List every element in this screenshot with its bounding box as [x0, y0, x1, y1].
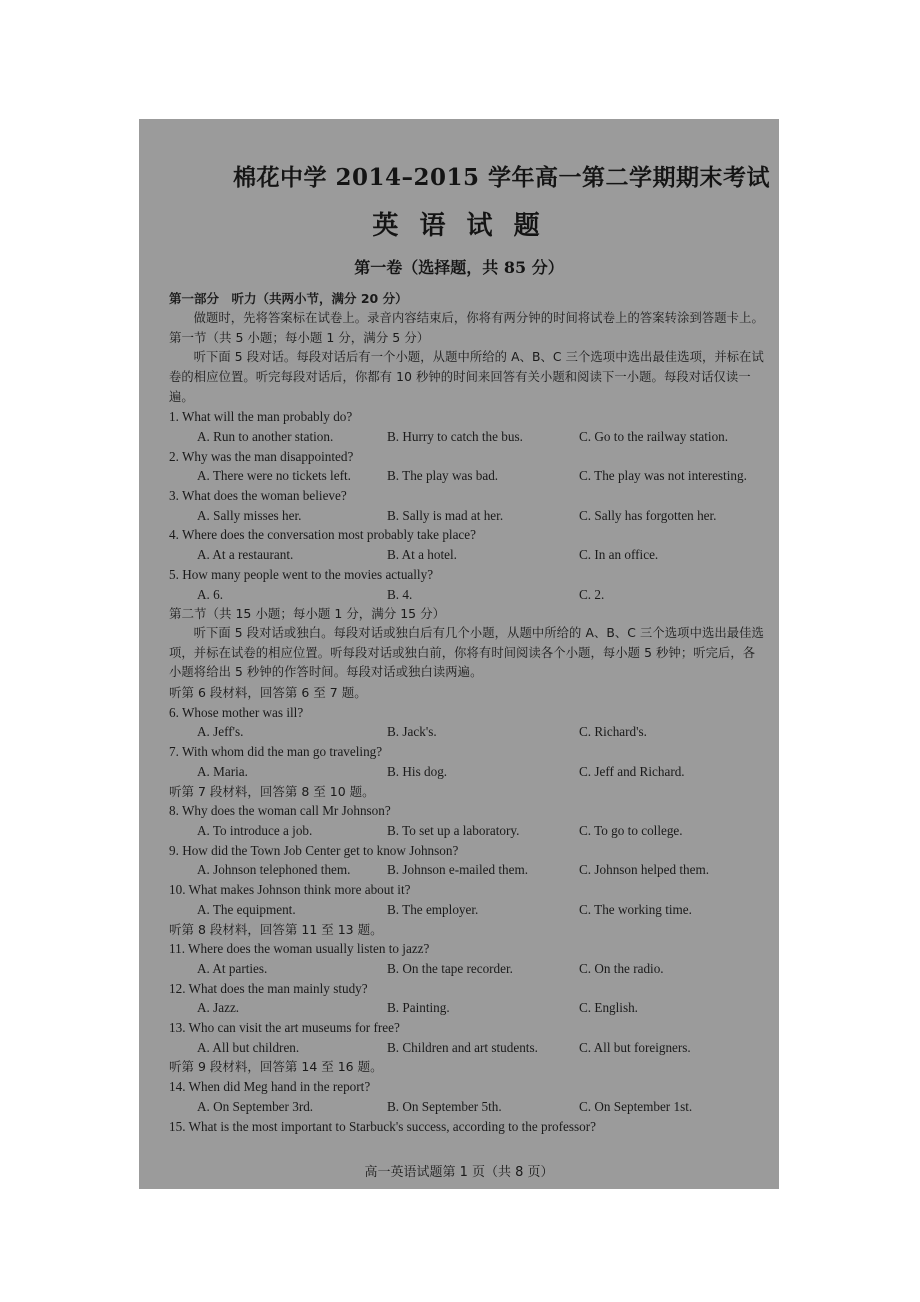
option-c: C. On the radio.: [579, 960, 664, 976]
option-b: B. His dog.: [387, 763, 448, 779]
section2-heading: 第二节（共 15 小题；每小题 1 分，满分 15 分）: [169, 606, 446, 622]
answer-options: [169, 466, 764, 486]
volume-title: 第一卷（选择题，共 85 分）: [354, 258, 564, 277]
question-stem: 8. Why does the woman call Mr Johnson?: [169, 803, 391, 819]
material-heading: 听第 9 段材料，回答第 14 至 16 题。: [169, 1059, 383, 1075]
question-stem: 3. What does the woman believe?: [169, 488, 347, 504]
question-stem: 9. How did the Town Job Center get to know Johnson?: [169, 842, 459, 858]
section2-instruction: 听下面 5 段对话或独白。每段对话或独白后有几个小题，从题中所给的 A、B、C 三个选项中选出最佳选项，并标在试卷的相应位置。听每段对话或独白前，你将有时间阅读各个小题，每小题 5 秒钟；听完后，各小题将给出 5 秒钟的作答时间。每段对话或独白读两遍。: [169, 625, 764, 680]
option-b: B. Painting.: [387, 1000, 450, 1016]
school-title: 棉花中学 2014–2015 学年高一第二学期期末考试: [232, 164, 771, 191]
question-stem: 11. Where does the woman usually listen to jazz?: [169, 941, 430, 957]
option-b: B. On the tape recorder.: [387, 960, 513, 976]
answer-options: [169, 998, 764, 1018]
option-a: A. To introduce a job.: [197, 822, 313, 838]
answer-options: [169, 1097, 764, 1117]
option-c: C. To go to college.: [579, 822, 683, 838]
option-a: A. Jeff's.: [197, 724, 244, 740]
answer-options: [169, 506, 764, 526]
page-footer: 高一英语试题第 1 页（共 8 页）: [364, 1165, 554, 1180]
option-c: C. On September 1st.: [579, 1098, 693, 1114]
material-heading: 听第 7 段材料，回答第 8 至 10 题。: [169, 783, 375, 799]
option-a: A. Jazz.: [197, 1000, 240, 1016]
question-stem: 1. What will the man probably do?: [169, 409, 353, 425]
option-b: B. To set up a laboratory.: [387, 822, 520, 838]
option-c: C. Sally has forgotten her.: [579, 507, 717, 523]
option-a: A. At a restaurant.: [197, 547, 294, 563]
question-stem: 6. Whose mother was ill?: [169, 704, 304, 720]
answer-options: [169, 1038, 764, 1058]
section1-instruction: 听下面 5 段对话。每段对话后有一个小题，从题中所给的 A、B、C 三个选项中选出最佳选项，并标在试卷的相应位置。听完每段对话后，你都有 10 秒钟的时间来回答有关小题和阅读下一小题。每段对话仅读一遍。: [169, 350, 764, 404]
option-a: A. There were no tickets left.: [197, 468, 351, 484]
option-c: C. In an office.: [579, 547, 659, 563]
option-a: A. 6.: [197, 586, 224, 602]
option-a: A. The equipment.: [197, 901, 296, 917]
option-b: B. On September 5th.: [387, 1098, 502, 1114]
option-b: B. Johnson e-mailed them.: [387, 862, 529, 878]
option-a: A. Maria.: [197, 763, 248, 779]
option-c: C. Go to the railway station.: [579, 428, 729, 444]
option-a: A. At parties.: [197, 960, 268, 976]
option-c: C. The play was not interesting.: [579, 468, 747, 484]
section2-groups: [169, 683, 764, 1136]
option-a: A. Johnson telephoned them.: [197, 862, 351, 878]
question-stem: 13. Who can visit the art museums for free?: [169, 1020, 400, 1036]
option-c: C. Jeff and Richard.: [579, 763, 685, 779]
answer-options: [169, 860, 764, 880]
option-b: B. Sally is mad at her.: [387, 507, 504, 523]
section1-questions: [169, 407, 764, 604]
option-b: B. The employer.: [387, 901, 479, 917]
answer-options: [169, 900, 764, 920]
answer-options: [169, 585, 764, 605]
answer-options: [169, 821, 764, 841]
scanned-exam-page: [139, 119, 779, 1189]
option-c: C. Johnson helped them.: [579, 862, 710, 878]
question-stem: 4. Where does the conversation most probably take place?: [169, 527, 476, 543]
answer-options: [169, 427, 764, 447]
question-stem: 10. What makes Johnson think more about it?: [169, 882, 411, 898]
question-stem: 7. With whom did the man go traveling?: [169, 744, 383, 760]
material-heading: 听第 8 段材料，回答第 11 至 13 题。: [169, 921, 383, 937]
part1-instruction: 做题时，先将答案标在试卷上。录音内容结束后，你将有两分钟的时间将试卷上的答案转涂到答题卡上。: [193, 310, 764, 325]
question-stem: 12. What does the man mainly study?: [169, 980, 368, 996]
option-a: A. All but children.: [197, 1039, 300, 1055]
option-c: C. The working time.: [579, 901, 692, 917]
option-b: B. At a hotel.: [387, 547, 457, 563]
option-b: B. Jack's.: [387, 724, 437, 740]
question-stem: 5. How many people went to the movies actually?: [169, 566, 434, 582]
option-c: C. All but foreigners.: [579, 1039, 691, 1055]
option-a: A. On September 3rd.: [197, 1098, 314, 1114]
answer-options: [169, 722, 764, 742]
section1-heading: 第一节（共 5 小题；每小题 1 分，满分 5 分）: [169, 330, 430, 346]
question-stem: 15. What is the most important to Starbuck's success, according to the professor?: [169, 1118, 596, 1134]
option-a: A. Run to another station.: [197, 428, 334, 444]
option-c: C. 2.: [579, 586, 605, 602]
question-stem: 14. When did Meg hand in the report?: [169, 1079, 371, 1095]
option-b: B. 4.: [387, 586, 413, 602]
answer-options: [169, 959, 764, 979]
option-c: C. English.: [579, 1000, 638, 1016]
part1-heading: 第一部分 听力（共两小节，满分 20 分）: [169, 291, 408, 306]
material-heading: 听第 6 段材料，回答第 6 至 7 题。: [169, 685, 367, 701]
option-c: C. Richard's.: [579, 724, 647, 740]
option-b: B. Children and art students.: [387, 1039, 538, 1055]
question-stem: 2. Why was the man disappointed?: [169, 448, 354, 464]
answer-options: [169, 762, 764, 782]
exam-body: [169, 289, 764, 1136]
answer-options: [169, 545, 764, 565]
option-a: A. Sally misses her.: [197, 507, 302, 523]
option-b: B. The play was bad.: [387, 468, 499, 484]
option-b: B. Hurry to catch the bus.: [387, 428, 523, 444]
subject-title: 英 语 试 题: [372, 211, 546, 241]
